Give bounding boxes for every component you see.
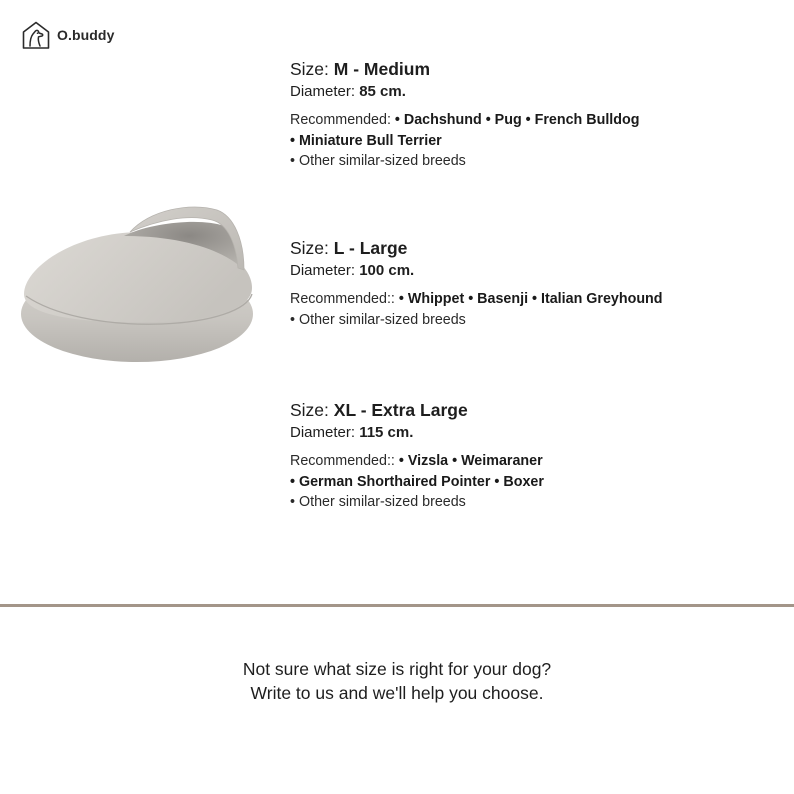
help-line: Not sure what size is right for your dog? [242,659,552,679]
recommended-breeds-line: • German Shorthaired Pointer • Boxer [290,473,544,490]
diameter-text: Diameter: 100 cm. [290,262,415,279]
size-help-message [0,657,794,705]
size-title: Size: L - Large [290,238,408,258]
size-large-section [290,238,770,330]
recommended-breeds-line: Recommended: • Dachshund • Pug • French Bulldog [290,112,640,128]
diameter-text: Diameter: 115 cm. [290,424,414,441]
size-extra-large-section [290,400,770,513]
size-medium-section [290,59,770,172]
recommended-breeds-line: Recommended:: • Whippet • Basenji • Italian Greyhound [290,291,663,307]
brand-logo [21,20,114,50]
recommended-breeds-line: Recommended:: • Vizsla • Weimaraner [290,453,543,469]
dog-bed-image [12,196,260,368]
other-breeds-line: • Other similar-sized breeds [290,311,466,328]
help-line: Write to us and we'll help you choose. [250,683,544,703]
section-divider [0,604,794,607]
size-title: Size: XL - Extra Large [290,400,468,420]
brand-name: O.buddy [57,27,115,43]
other-breeds-line: • Other similar-sized breeds [290,494,466,510]
diameter-text: Diameter: 85 cm. [290,83,406,100]
dog-house-icon [21,20,51,50]
other-breeds-line: • Other similar-sized breeds [290,153,466,169]
recommended-breeds-line: • Miniature Bull Terrier [290,132,442,149]
size-title: Size: M - Medium [290,59,431,79]
